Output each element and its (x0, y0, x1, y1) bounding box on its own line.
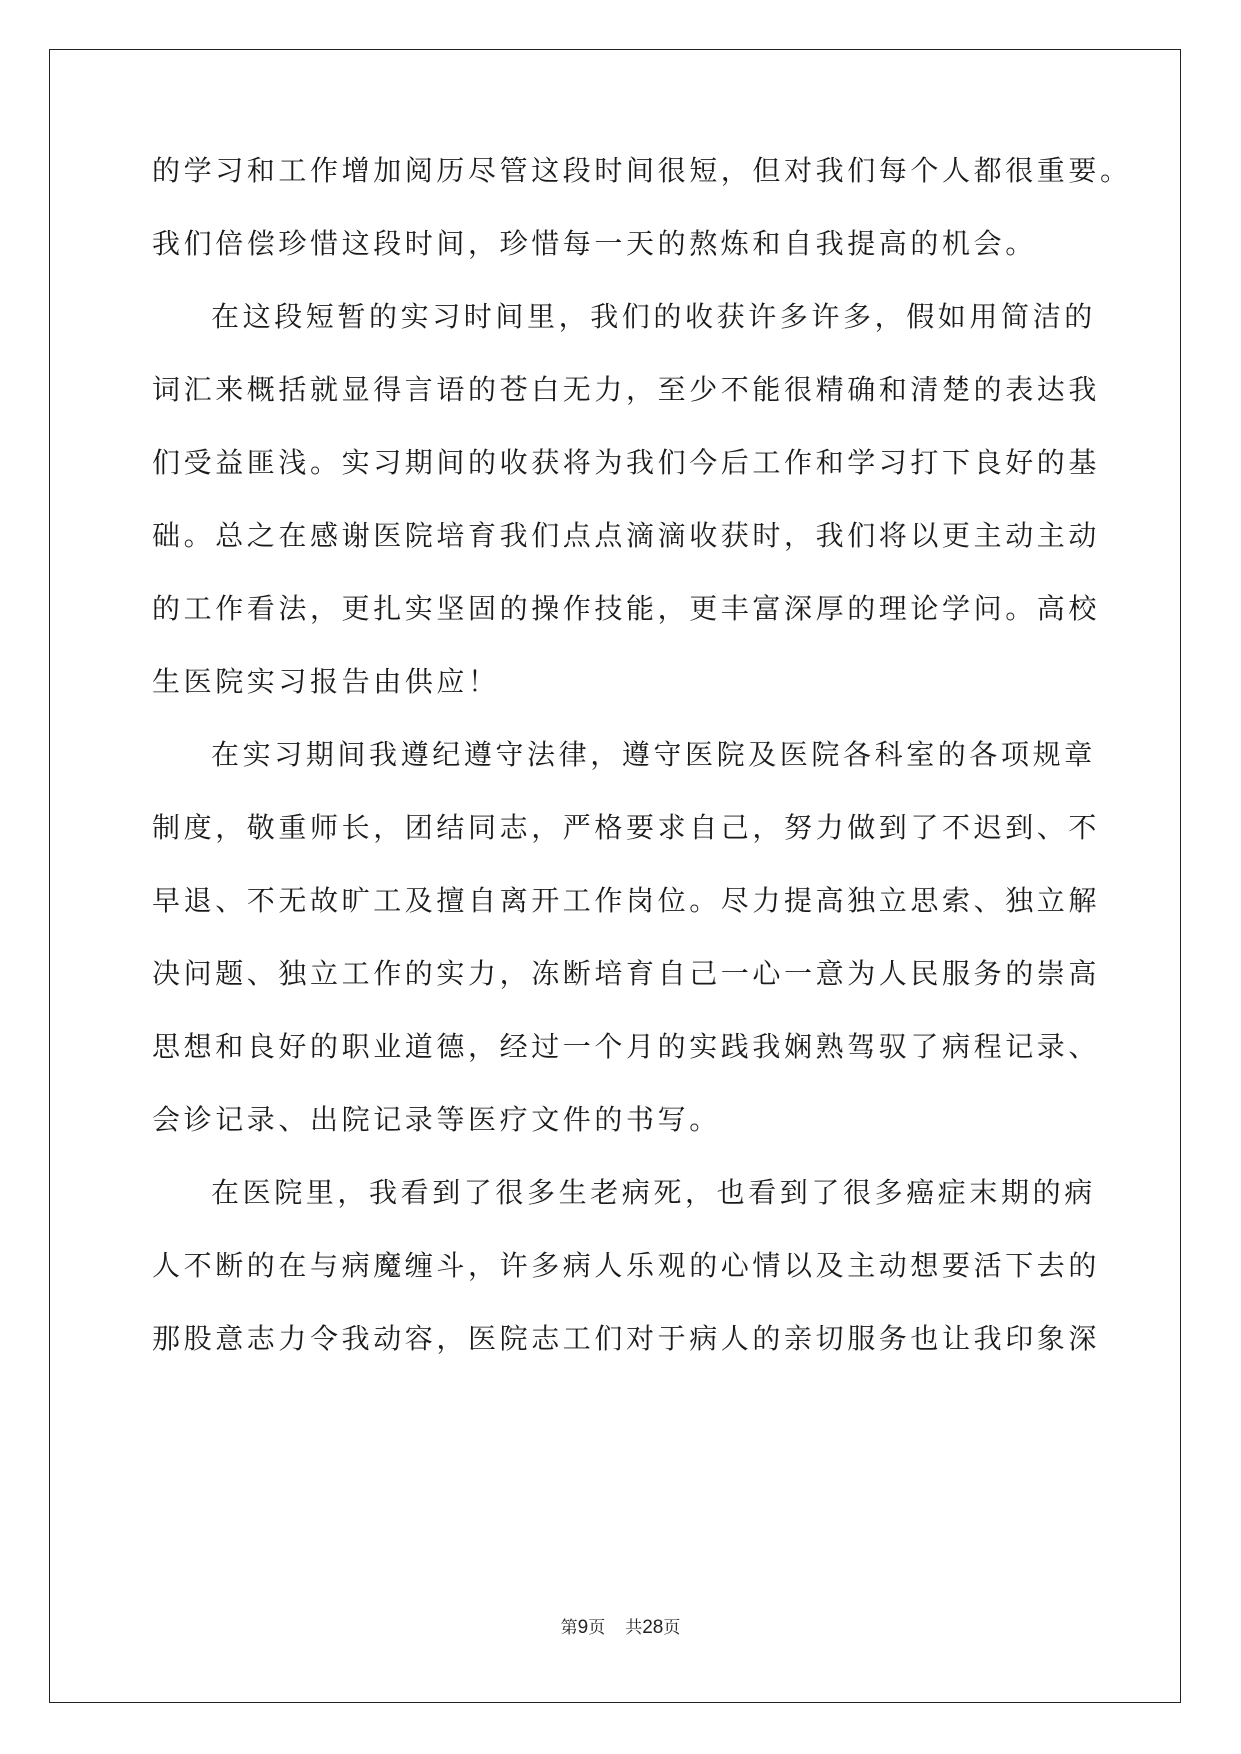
text-line: 决问题、独立工作的实力，冻断培育自己一心一意为人民服务的崇高 (152, 957, 1101, 990)
text-line: 制度，敬重师长，团结同志，严格要求自己，努力做到了不迟到、不 (152, 811, 1101, 844)
page-prefix: 第 (560, 1618, 578, 1637)
text-line: 们受益匪浅。实习期间的收获将为我们今后工作和学习打下良好的基 (152, 446, 1101, 479)
page-footer (0, 1616, 1241, 1640)
text-line: 的工作看法，更扎实坚固的操作技能，更丰富深厚的理论学问。高校 (152, 592, 1101, 625)
total-suffix: 页 (663, 1618, 681, 1637)
text-line: 我们倍偿珍惜这段时间，珍惜每一天的熬炼和自我提高的机会。 (152, 227, 1037, 260)
page-number: 9 (577, 1617, 589, 1638)
paragraph-start-line: 在实习期间我遵纪遵守法律，遵守医院及医院各科室的各项规章 (211, 738, 1096, 771)
total-pages: 28 (642, 1617, 664, 1638)
text-line: 生医院实习报告由供应！ (152, 665, 500, 698)
text-line: 早退、不无故旷工及擅自离开工作岗位。尽力提高独立思索、独立解 (152, 884, 1101, 917)
text-line: 思想和良好的职业道德，经过一个月的实践我娴熟驾驭了病程记录、 (152, 1030, 1101, 1063)
total-prefix: 共 (625, 1618, 643, 1637)
text-line: 人不断的在与病魔缠斗，许多病人乐观的心情以及主动想要活下去的 (152, 1249, 1101, 1282)
text-line: 会诊记录、出院记录等医疗文件的书写。 (152, 1103, 721, 1136)
paragraph-start-line: 在医院里，我看到了很多生老病死，也看到了很多癌症末期的病 (211, 1176, 1096, 1209)
text-line: 础。总之在感谢医院培育我们点点滴滴收获时，我们将以更主动主动 (152, 519, 1101, 552)
paragraph-start-line: 在这段短暂的实习时间里，我们的收获许多许多，假如用简洁的 (211, 300, 1096, 333)
text-line: 词汇来概括就显得言语的苍白无力，至少不能很精确和清楚的表达我 (152, 373, 1101, 406)
page-suffix: 页 (588, 1618, 606, 1637)
text-line: 的学习和工作增加阅历尽管这段时间很短，但对我们每个人都很重要。 (152, 154, 1132, 187)
text-line: 那股意志力令我动容，医院志工们对于病人的亲切服务也让我印象深 (152, 1322, 1101, 1355)
